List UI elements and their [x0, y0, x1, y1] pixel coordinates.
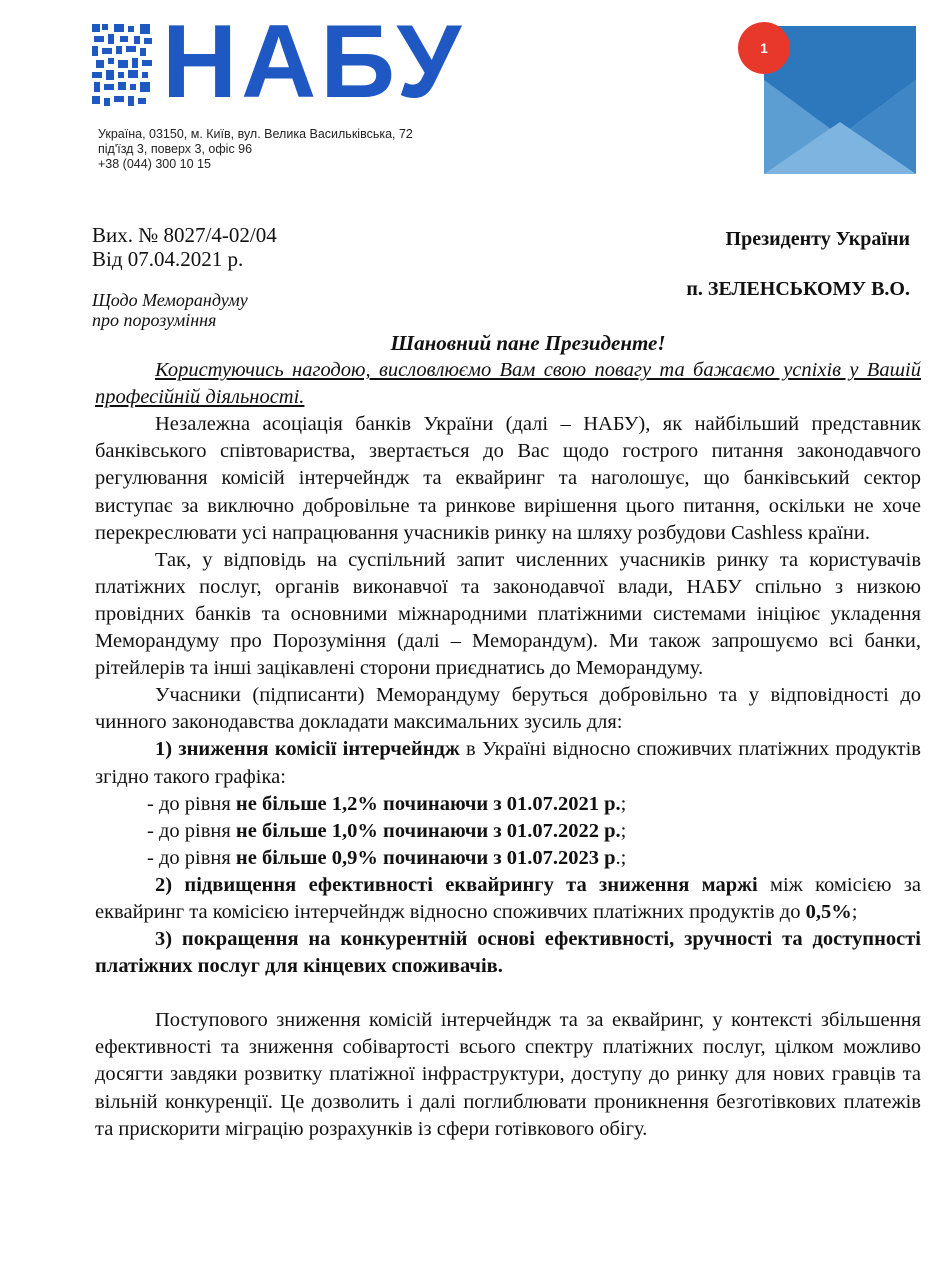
item-1-text: в Україні відносно споживчих платіжних продуктів згідно такого графіка: [95, 738, 921, 788]
schedule-prefix: - до рівня [147, 819, 236, 842]
item-2-end: ; [851, 900, 858, 923]
outgoing-reference [92, 223, 277, 271]
schedule-item [95, 818, 921, 845]
item-2-value: 0,5% [805, 900, 852, 923]
letter-body [95, 330, 921, 1143]
paragraph-gap [95, 980, 921, 1007]
address-phone: +38 (044) 300 10 15 [98, 157, 211, 171]
notification-count: 1 [760, 40, 768, 56]
schedule-suffix: .; [615, 846, 627, 869]
schedule-prefix: - до рівня [147, 846, 236, 869]
schedule-item [95, 791, 921, 818]
schedule-prefix: - до рівня [147, 792, 236, 815]
schedule-value: не більше 0,9% починаючи з 01.07.2023 р [235, 846, 616, 869]
paragraph-3: Учасники (підписанти) Меморандуму беруться добровільно та у відповідності до чинного законодавства докладати максимальних зусиль для: [95, 684, 921, 734]
outgoing-number: Вих. № 8027/4-02/04 [92, 223, 277, 247]
address-line-1: Україна, 03150, м. Київ, вул. Велика Васильківська, 72 [98, 127, 413, 141]
recipient-title: Президенту України [725, 228, 910, 250]
letter-subject [92, 290, 248, 330]
intro-paragraph [95, 357, 921, 411]
recipient-name: п. ЗЕЛЕНСЬКОМУ В.О. [686, 278, 910, 300]
paragraph-4: Поступового зниження комісій інтерчейндж та за еквайринг, у контексті збільшення ефективності та зниження собівартості всього спектру платіжних послуг, цілком можливо досягти завдяки розвитку платіжної інфраструктури, доступу до ринку для нових гравців та вільній конкуренції. Це дозволить і далі поглиблювати проникнення безготівкових платежів та прискорити міграцію розрахунків із сфери готівкового обігу. [95, 1009, 921, 1140]
intro-text: Користуючись нагодою, висловлюємо Вам свою повагу та бажаємо успіхів у Вашій професійній діяльності. [95, 359, 921, 409]
list-item-2 [95, 872, 921, 926]
schedule-item [95, 845, 921, 872]
schedule-suffix: ; [620, 792, 627, 815]
schedule-suffix: ; [620, 819, 627, 842]
schedule-value: не більше 1,0% починаючи з 01.07.2022 р. [235, 819, 621, 842]
item-1-heading: 1) зниження комісії інтерчейндж [155, 738, 460, 761]
greeting: Шановний пане Президенте! [390, 331, 666, 355]
address-line-2: під'їзд 3, поверх 3, офіс 96 [98, 142, 253, 156]
list-item-1 [95, 736, 921, 790]
schedule-value: не більше 1,2% починаючи з 01.07.2021 р. [235, 792, 621, 815]
item-2-heading: 2) підвищення ефективності еквайрингу та зниження маржі [155, 873, 758, 896]
subject-line-2: про порозуміння [92, 310, 217, 330]
outgoing-date: Від 07.04.2021 р. [92, 247, 244, 271]
list-item-3: 3) покращення на конкурентній основі ефективності, зручності та доступності платіжних послуг для кінцевих споживачів. [95, 928, 921, 978]
logo-wordmark: НАБУ [162, 4, 466, 120]
item-2-text: між комісією за еквайринг та комісією інтерчейндж відносно споживчих платіжних продуктів до [95, 873, 921, 923]
letterhead-address [98, 127, 413, 172]
paragraph-2: Так, у відповідь на суспільний запит численних учасників ринку та користувачів платіжних послуг, органів виконавчої та законодавчої влади, НАБУ спільно з низкою провідних банків та основними міжнародними платіжними системами ініціює укладення Меморандуму про Порозуміння (далі – Меморандум). Ми також запрошуємо всі банки, рітейлерів та інші зацікавлені сторони приєднатись до Меморандуму. [95, 548, 921, 680]
logo-pattern-icon [92, 24, 154, 108]
mail-envelope-icon[interactable] [738, 18, 922, 180]
paragraph-1: Незалежна асоціація банків України (далі – НАБУ), як найбільший представник банківського співтовариства, звертається до Вас щодо гострого питання законодавчого регулювання комісій інтерчейндж та еквайринг та наголошує, що банківський сектор виступає за виключно добровільне та ринкове вирішення цього питання, оскільки не хоче перекреслювати усі напрацювання учасників ринку на шляху розбудови Cashless країни. [95, 413, 921, 544]
subject-line-1: Щодо Меморандуму [92, 290, 248, 310]
